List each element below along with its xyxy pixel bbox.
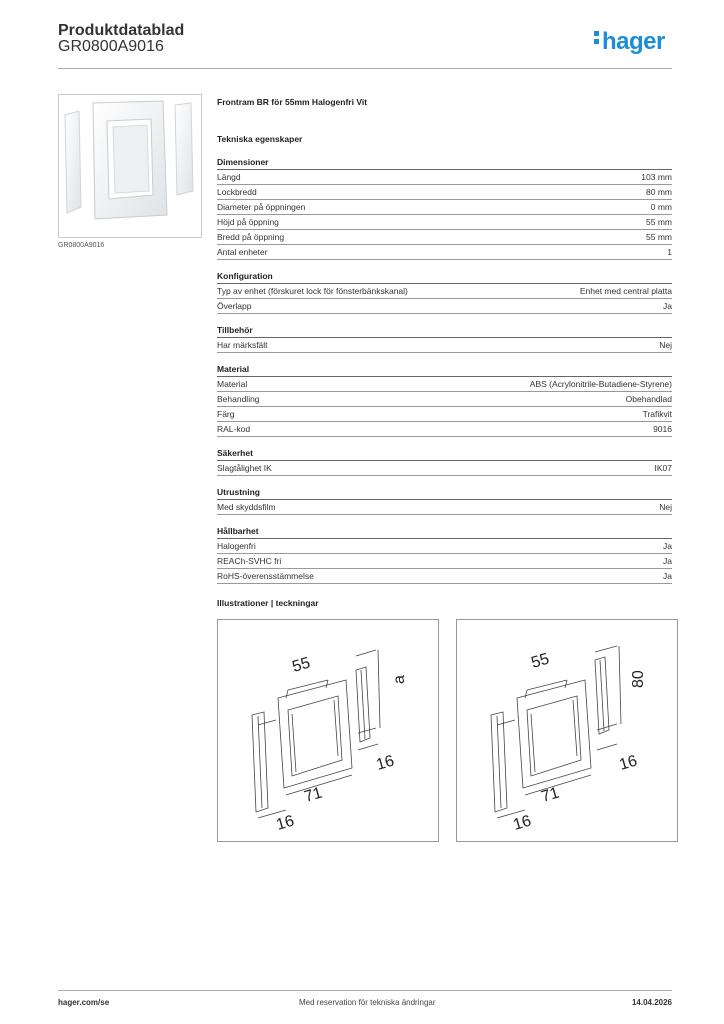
spec-value: 0 mm [650, 202, 672, 212]
spec-row [217, 245, 672, 260]
drawing1-dim-a: a [391, 675, 408, 684]
spec-label: Har märksfält [217, 340, 268, 350]
spec-row [217, 392, 672, 407]
drawing2-dim-71: 71 [539, 784, 562, 806]
image-caption: GR0800A9016 [58, 242, 105, 249]
spec-label: Material [217, 379, 248, 389]
spec-row [217, 377, 672, 392]
spec-section [217, 486, 672, 515]
spec-label: REACh-SVHC fri [217, 556, 282, 566]
spec-value: 1 [667, 247, 672, 257]
drawing1-dim-16-front: 16 [274, 812, 297, 834]
spec-row [217, 170, 672, 185]
spec-row [217, 554, 672, 569]
spec-value: Enhet med central platta [579, 286, 672, 296]
spec-label: Typ av enhet (förskuret lock för fönsterbänkskanal) [217, 286, 408, 296]
section-title: Utrustning [217, 486, 672, 500]
spec-row [217, 284, 672, 299]
spec-value: 9016 [653, 424, 672, 434]
spec-row [217, 569, 672, 584]
product-image [58, 94, 202, 238]
product-code: GR0800A9016 [58, 38, 164, 55]
spec-section [217, 324, 672, 353]
section-title: Material [217, 363, 672, 377]
spec-label: Bredd på öppning [217, 232, 285, 242]
spec-label: Höjd på öppning [217, 217, 279, 227]
footer-date: 14.04.2026 [631, 998, 672, 1007]
spec-section [217, 447, 672, 476]
spec-row [217, 338, 672, 353]
spec-section [217, 156, 672, 260]
spec-label: RoHS-överensstämmelse [217, 571, 314, 581]
spec-row [217, 230, 672, 245]
spec-label: Antal enheter [217, 247, 268, 257]
spec-row [217, 461, 672, 476]
spec-value: Obehandlad [625, 394, 672, 404]
spec-label: Med skyddsfilm [217, 502, 276, 512]
spec-value: Ja [663, 556, 672, 566]
spec-value: Nej [659, 502, 672, 512]
section-title: Dimensioner [217, 156, 672, 170]
spec-label: Lockbredd [217, 187, 257, 197]
spec-value: Ja [663, 301, 672, 311]
drawing1-dim-71: 71 [302, 784, 325, 806]
section-title: Hållbarhet [217, 525, 672, 539]
spec-value: 103 mm [641, 172, 672, 182]
tech-heading: Tekniska egenskaper [217, 134, 303, 144]
section-title: Säkerhet [217, 447, 672, 461]
footer-disclaimer: Med reservation för tekniska ändringar [299, 998, 436, 1007]
spec-row [217, 200, 672, 215]
spec-section [217, 363, 672, 437]
spec-row [217, 299, 672, 314]
footer-website-link[interactable]: hager.com/se [58, 998, 110, 1007]
document-title: Produktdatablad [58, 22, 185, 39]
spec-value: IK07 [654, 463, 672, 473]
drawing2-dim-16-depth: 16 [617, 752, 640, 774]
spec-label: Färg [217, 409, 235, 419]
drawing-1 [217, 619, 439, 842]
logo-dots-icon [594, 31, 600, 47]
spec-value: 55 mm [646, 232, 672, 242]
spec-label: RAL-kod [217, 424, 251, 434]
section-title: Konfiguration [217, 270, 672, 284]
spec-row [217, 407, 672, 422]
header-divider [58, 68, 672, 69]
illustrations-heading: Illustrationer | teckningar [217, 598, 319, 608]
drawing2-dim-80: 80 [630, 670, 647, 688]
drawing2-dim-16-front: 16 [511, 812, 534, 834]
specs-panel [217, 97, 672, 608]
spec-value: Nej [659, 340, 672, 350]
spec-value: Ja [663, 571, 672, 581]
drawing1-dim-16-depth: 16 [374, 752, 397, 774]
drawing1-dim-55: 55 [290, 654, 313, 676]
spec-section [217, 525, 672, 584]
spec-sections [217, 156, 672, 584]
spec-value: Ja [663, 541, 672, 551]
hager-logo: hager [594, 28, 665, 56]
spec-section [217, 270, 672, 314]
footer-divider [58, 990, 672, 991]
product-name: Frontram BR för 55mm Halogenfri Vit [217, 97, 368, 107]
spec-value: 55 mm [646, 217, 672, 227]
spec-row [217, 500, 672, 515]
section-title: Tillbehör [217, 324, 672, 338]
spec-label: Halogenfri [217, 541, 256, 551]
drawing2-dim-55: 55 [529, 650, 552, 672]
spec-label: Behandling [217, 394, 260, 404]
spec-label: Längd [217, 172, 241, 182]
spec-label: Diameter på öppningen [217, 202, 306, 212]
spec-row [217, 215, 672, 230]
spec-row [217, 539, 672, 554]
drawing-2 [456, 619, 678, 842]
spec-label: Slagtålighet IK [217, 463, 272, 473]
spec-row [217, 185, 672, 200]
spec-value: 80 mm [646, 187, 672, 197]
spec-row [217, 422, 672, 437]
spec-value: ABS (Acrylonitrile-Butadiene-Styrene) [529, 379, 672, 389]
spec-value: Trafikvit [642, 409, 672, 419]
spec-label: Överlapp [217, 301, 252, 311]
